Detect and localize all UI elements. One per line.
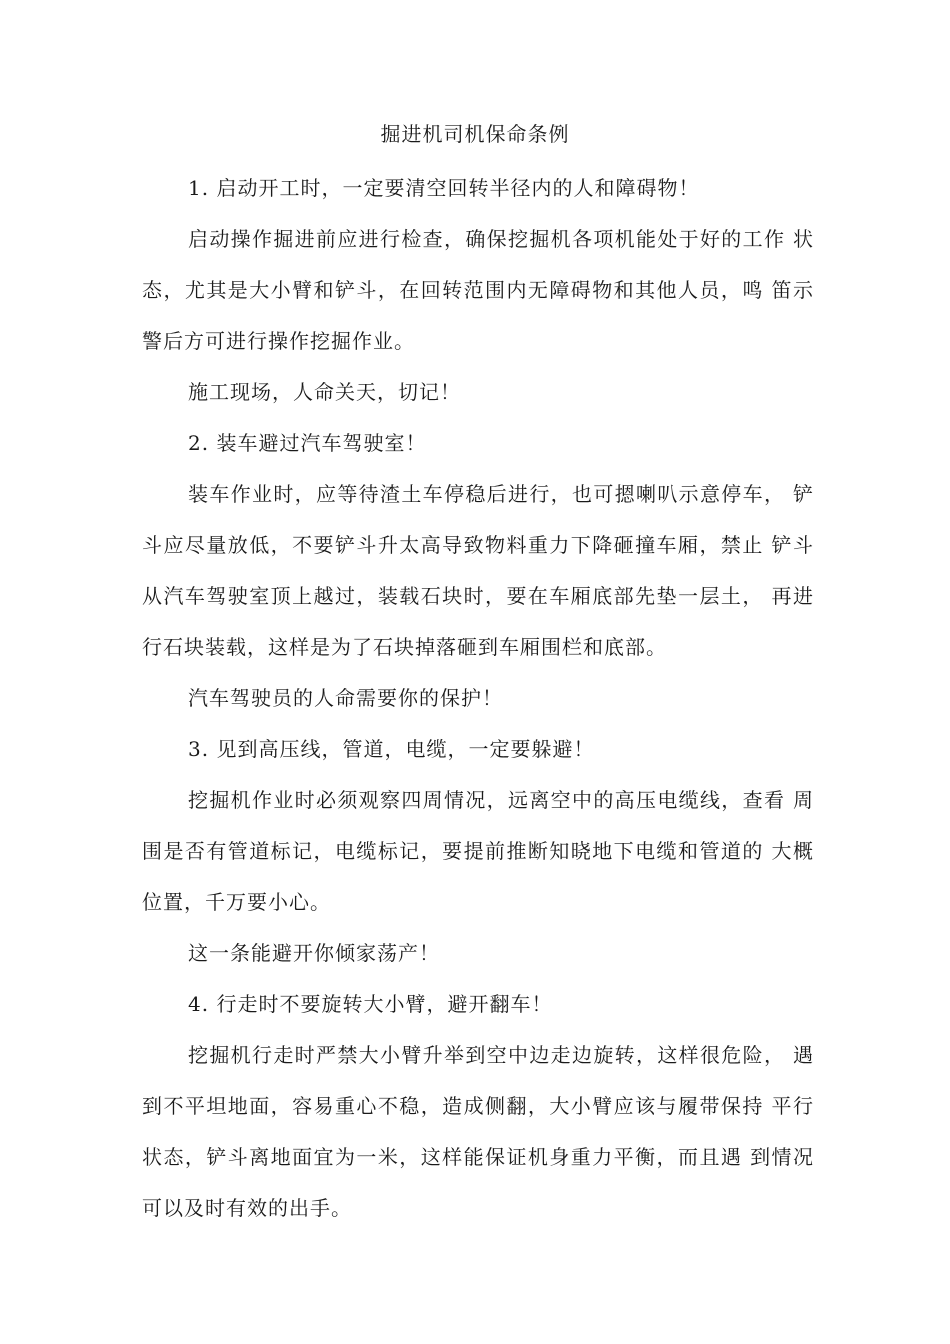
section-heading-4: 4. 行走时不要旋转大小臂，避开翻车！ bbox=[188, 992, 553, 1016]
section-heading-3: 3. 见到高压线，管道，电缆，一定要躲避！ bbox=[188, 737, 595, 761]
paragraph-travel: 挖掘机行走时严禁大小臂升举到空中边走边旋转，这样很危险， 遇到不平坦地面，容易重心不稳，造成侧翻，大小臂应该与履带保持 平行状态，铲斗离地面宜为一米，这样能保证机身重力平衡，而且遇 到情况可以及时有效的出手。 bbox=[142, 1043, 814, 1220]
paragraph-slogan-1: 施工现场，人命关天，切记！ bbox=[188, 380, 461, 404]
section-heading-2: 2. 装车避过汽车驾驶室！ bbox=[188, 431, 427, 455]
document-body bbox=[142, 163, 814, 1234]
paragraph-slogan-3: 这一条能避开你倾家荡产！ bbox=[188, 941, 440, 965]
paragraph-inspection: 启动操作掘进前应进行检查，确保挖掘机各项机能处于好的工作 状态，尤其是大小臂和铲斗，在回转范围内无障碍物和其他人员，鸣 笛示警后方可进行操作挖掘作业。 bbox=[142, 227, 814, 353]
paragraph-slogan-2: 汽车驾驶员的人命需要你的保护！ bbox=[188, 686, 503, 710]
document-title: 掘进机司机保命条例 bbox=[380, 122, 570, 146]
section-heading-1: 1. 启动开工时，一定要清空回转半径内的人和障碍物！ bbox=[188, 176, 700, 200]
paragraph-loading: 装车作业时，应等待渣土车停稳后进行，也可摁喇叭示意停车， 铲斗应尽量放低，不要铲斗升太高导致物料重力下降砸撞车厢，禁止 铲斗从汽车驾驶室顶上越过，装载石块时，要在车厢底部先垫一层土， 再进行石块装载，这样是为了石块掉落砸到车厢围栏和底部。 bbox=[142, 482, 814, 659]
paragraph-powerlines: 挖掘机作业时必须观察四周情况，远离空中的高压电缆线，查看 周围是否有管道标记，电缆标记，要提前推断知晓地下电缆和管道的 大概位置，千万要小心。 bbox=[142, 788, 814, 914]
